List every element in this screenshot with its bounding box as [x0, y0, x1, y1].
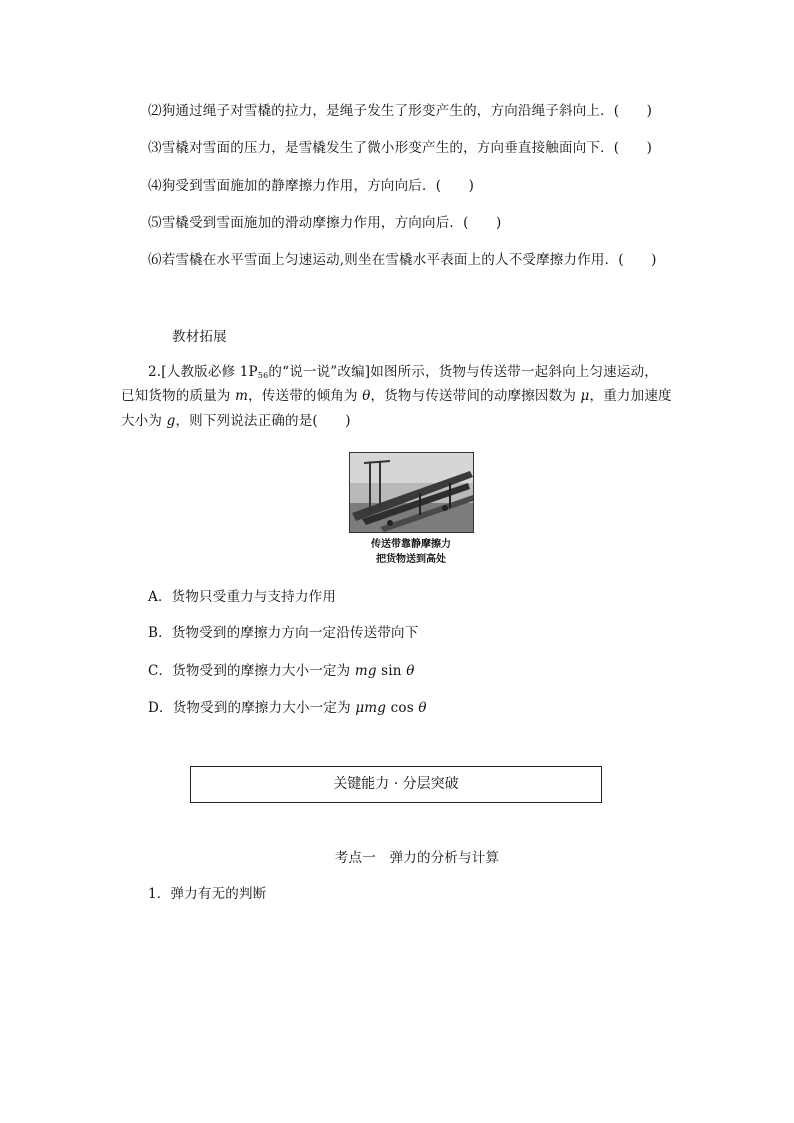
- subtopic-heading: 1．弹力有无的判断: [148, 886, 267, 902]
- caption-line-1: 传送带靠静摩擦力: [371, 539, 451, 550]
- judgment-item-4: ⑷狗受到雪面施加的静摩擦力作用，方向向后．( ): [148, 178, 475, 194]
- question-line-1: 2.[人教版必修 $1P_{56}$的“说一说”改编]如图所示，货物与传送带一起斜向上匀速运动，: [148, 364, 658, 380]
- option-c: C．货物受到的摩擦力大小一定为 mg sin θ: [148, 663, 415, 679]
- figure-caption: [331, 535, 491, 565]
- judgment-item-3: ⑶雪橇对雪面的压力，是雪橇发生了微小形变产生的，方向垂直接触面向下．( ): [148, 140, 653, 156]
- section-heading: 教材拓展: [172, 329, 227, 345]
- judgment-item-5: ⑸雪橇受到雪面施加的滑动摩擦力作用，方向向后．( ): [148, 215, 502, 231]
- banner-title: 关键能力 · 分层突破: [333, 776, 459, 792]
- key-ability-banner: [190, 766, 602, 803]
- caption-line-2: 把货物送到高处: [376, 554, 446, 565]
- judgment-item-2: ⑵狗通过绳子对雪橇的拉力，是绳子发生了形变产生的，方向沿绳子斜向上．( ): [148, 103, 653, 119]
- option-d: D．货物受到的摩擦力大小一定为 μmg cos θ: [148, 700, 427, 716]
- question-line-3: 大小为 g，则下列说法正确的是( ): [121, 413, 351, 429]
- option-a: A．货物只受重力与支持力作用: [148, 589, 337, 605]
- question-line-2: 已知货物的质量为 m，传送带的倾角为 θ，货物与传送带间的动摩擦因数为 μ，重力加速度: [121, 388, 672, 404]
- conveyor-belt-illustration: [350, 453, 473, 532]
- conveyor-belt-photo: [349, 452, 474, 533]
- option-b: B．货物受到的摩擦力方向一定沿传送带向下: [148, 625, 419, 641]
- topic-title: 考点一 弹力的分析与计算: [334, 850, 500, 866]
- judgment-item-6: ⑹若雪橇在水平雪面上匀速运动,则坐在雪橇水平表面上的人不受摩擦力作用．( ): [148, 252, 657, 268]
